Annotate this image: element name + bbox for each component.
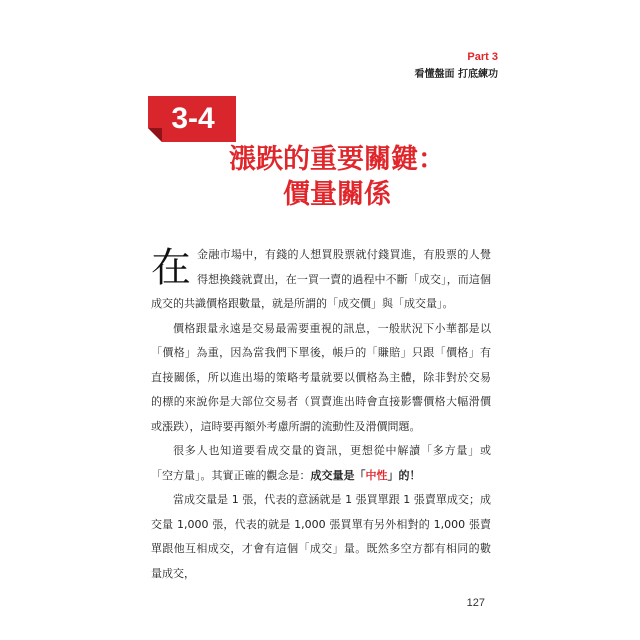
paragraph-3-highlight: 中性: [365, 468, 388, 482]
paragraph-3: [151, 439, 491, 488]
paragraph-3-emphasis-end: 」的！: [387, 468, 421, 482]
chapter-title-line1: 漲跌的重要關鍵：: [229, 144, 445, 175]
paragraph-1: [151, 243, 491, 317]
paragraph-1-text: 金融市場中，有錢的人想買股票就付錢買進，有股票的人覺得想換錢就賣出，在一買一賣的過程中不斷「成交」，而這個成交的共識價格跟數量，就是所謂的「成交價」與「成交量」。: [151, 248, 491, 310]
paragraph-2: 價格跟量永遠是交易最需要重視的訊息，一般狀況下小華都是以「價格」為重，因為當我們下單後，帳戶的「賺賠」只跟「價格」有直接關係，所以進出場的策略考量就要以價格為主體，除非對於交易的標的來說你是大部位交易者（買賣進出時會直接影響價格大幅滑價或漲跌），這時要再額外考慮所謂的流動性及滑價問題。: [151, 321, 491, 433]
body-text: [151, 243, 491, 586]
chapter-number: 3-4: [171, 102, 215, 135]
drop-cap: 在: [151, 245, 191, 291]
part-subtitle: 看懂盤面 打底練功: [414, 69, 498, 80]
paragraph-3-text: 很多人也知道要看成交量的資訊，更想從中解讀「多方量」或「空方量」。其實正確的觀念是：: [151, 444, 491, 482]
part-label: Part 3: [467, 51, 498, 63]
paragraph-3-emphasis: 成交量是「: [310, 468, 366, 482]
chapter-title: [212, 142, 462, 212]
chapter-title-line2: 價量關係: [283, 179, 391, 210]
paragraph-4: 當成交量是 1 張，代表的意涵就是 1 張買單跟 1 張賣單成交；成交量 1,000 張，代表的就是 1,000 張買單有另外相對的 1,000 張賣單跟他互相成交，才會有這個「成交」量。既然多空方都有相同的數量成交，: [151, 493, 491, 580]
page-number: 127: [466, 597, 485, 609]
